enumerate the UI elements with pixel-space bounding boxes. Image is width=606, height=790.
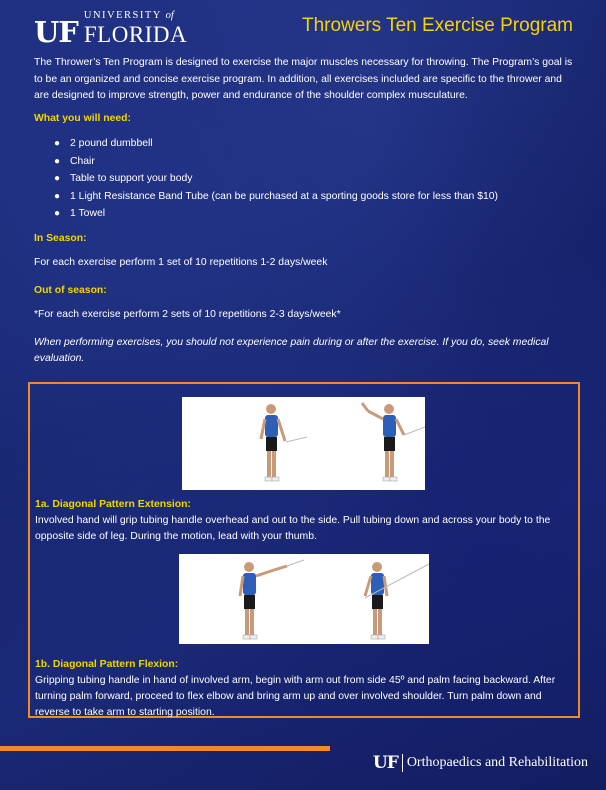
exercise-1a-description: Involved hand will grip tubing handle overhead and out to the side. Pull tubing down and across your body to the opposite side of leg. During the motion, lead with your thumb. bbox=[35, 515, 551, 542]
athlete-figure bbox=[240, 560, 304, 639]
exercise-box bbox=[28, 382, 580, 718]
bullet-icon: ● bbox=[54, 138, 61, 149]
in-season-text: For each exercise perform 1 set of 10 repetitions 1-2 days/week bbox=[34, 257, 328, 268]
footer-uf-mark: UF bbox=[372, 753, 398, 773]
list-item: ● Chair bbox=[54, 153, 574, 171]
out-season-text: *For each exercise perform 2 sets of 10 repetitions 2-3 days/week* bbox=[34, 309, 341, 320]
athlete-figure bbox=[362, 403, 425, 481]
footer-divider bbox=[402, 754, 403, 772]
logo-university: UNIVERSITY of bbox=[83, 10, 174, 21]
exercise-1a-photo bbox=[182, 397, 425, 490]
bullet-icon: ● bbox=[54, 173, 61, 184]
in-season-heading: In Season: bbox=[34, 232, 87, 244]
out-season-heading: Out of season: bbox=[34, 284, 107, 296]
exercise-1a-title: 1a. Diagonal Pattern Extension: bbox=[35, 499, 191, 510]
bullet-icon: ● bbox=[54, 190, 61, 202]
logo-wordmark bbox=[84, 11, 187, 46]
list-item: ● 1 Towel bbox=[54, 205, 574, 223]
bullet-icon: ● bbox=[54, 155, 61, 167]
footer-department: Orthopaedics and Rehabilitation bbox=[406, 755, 588, 770]
exercise-1b-title: 1b. Diagonal Pattern Flexion: bbox=[35, 659, 179, 670]
logo-uf-mark: UF bbox=[34, 14, 78, 49]
exercise-1b-photo bbox=[179, 554, 429, 644]
list-item: ● 2 pound dumbbell bbox=[54, 135, 574, 153]
needs-heading: What you will need: bbox=[34, 112, 131, 124]
exercise-1b-description: Gripping tubing handle in hand of involved arm, begin with arm out from side 45º and palm facing backward. After turning palm forward, proceed to flex elbow and bring arm up and over involved shoulder. Turn palm down and reverse to take arm to starting position. bbox=[35, 675, 556, 718]
list-item: ● Table to support your body bbox=[54, 170, 574, 188]
athlete-figure bbox=[365, 562, 429, 639]
uf-logo bbox=[34, 10, 188, 49]
page-title: Throwers Ten Exercise Program bbox=[301, 15, 573, 36]
footer-logo bbox=[373, 753, 588, 773]
pain-note: When performing exercises, you should not experience pain during or after the exercise. If you do, seek medical evaluation. bbox=[34, 336, 549, 364]
needs-list bbox=[34, 135, 574, 223]
intro-paragraph: The Thrower’s Ten Program is designed to exercise the major muscles necessary for throwing. The Program’s goal is to be an organized and concise exercise program. In addition, all exercises included are specific to the thrower and are designed to improve strength, power and endurance of the shoulder complex musculature. bbox=[34, 57, 573, 101]
main-content bbox=[34, 55, 574, 368]
list-item: ● 1 Light Resistance Band Tube (can be purchased at a sporting goods store for less than $10) bbox=[54, 188, 574, 206]
footer-accent-bar bbox=[0, 746, 330, 751]
bullet-icon: ● bbox=[54, 208, 61, 219]
logo-of: of bbox=[165, 10, 174, 21]
athlete-figure bbox=[261, 404, 307, 481]
logo-florida: FLORIDA bbox=[83, 21, 188, 47]
